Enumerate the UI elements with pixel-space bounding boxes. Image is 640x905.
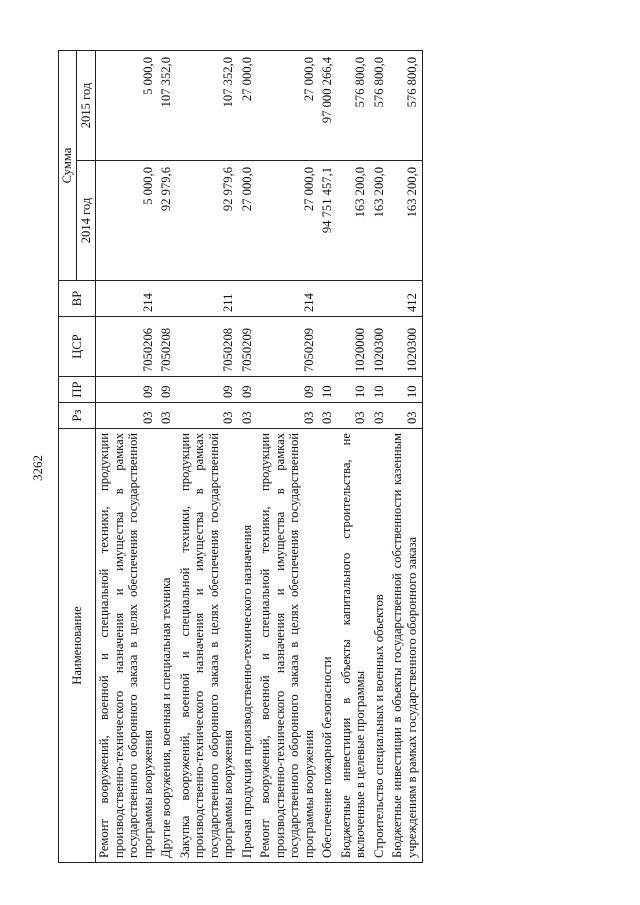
row-rz: 03: [319, 403, 338, 429]
header-vr: ВР: [59, 281, 96, 317]
row-rz: 03: [257, 403, 319, 429]
row-sum-2014: 163 200,0: [389, 161, 423, 281]
row-sum-2014: 27 000,0: [239, 161, 258, 281]
table-row: [371, 51, 390, 863]
header-year-2015: 2015 год: [76, 51, 96, 161]
row-vr: [239, 281, 258, 317]
row-pr: 09: [158, 377, 177, 403]
row-sum-2015: 576 800,0: [338, 51, 371, 161]
table-row: [96, 51, 159, 863]
row-vr: [371, 281, 390, 317]
table-row: [177, 51, 239, 863]
row-sum-2015: 27 000,0: [257, 51, 319, 161]
table-row: [239, 51, 258, 863]
row-pr: 10: [319, 377, 338, 403]
row-sum-2014: 163 200,0: [338, 161, 371, 281]
row-sum-2014: 94 751 457,1: [319, 161, 338, 281]
row-sum-2015: 97 000 266,4: [319, 51, 338, 161]
row-sum-2015: 576 800,0: [389, 51, 423, 161]
header-rz: Рз: [59, 403, 96, 429]
row-pr: 09: [177, 377, 239, 403]
row-sum-2015: 107 352,0: [158, 51, 177, 161]
row-name: Обеспечение пожарной безопасности: [319, 429, 338, 863]
row-rz: 03: [96, 403, 159, 429]
header-sum: Сумма: [59, 51, 77, 281]
row-vr: 214: [96, 281, 159, 317]
row-csr: 1020000: [338, 317, 371, 377]
row-pr: 09: [257, 377, 319, 403]
row-pr: 10: [371, 377, 390, 403]
row-name: Закупка вооружений, военной и специальной техники, продукции производственно-технического назначения и имущества в рамках государственного оборонного заказа в целях обеспечения государственной программы вооружения: [177, 429, 239, 863]
row-rz: 03: [338, 403, 371, 429]
row-csr: 7050209: [257, 317, 319, 377]
row-vr: 214: [257, 281, 319, 317]
row-csr: 7050206: [96, 317, 159, 377]
row-csr: 7050209: [239, 317, 258, 377]
row-csr: 7050208: [158, 317, 177, 377]
row-name: Прочая продукция производственно-технического назначения: [239, 429, 258, 863]
row-sum-2015: 27 000,0: [239, 51, 258, 161]
table-row: [158, 51, 177, 863]
row-rz: 03: [177, 403, 239, 429]
row-vr: [158, 281, 177, 317]
row-rz: 03: [158, 403, 177, 429]
row-sum-2015: 576 800,0: [371, 51, 390, 161]
table-row: [319, 51, 338, 863]
row-csr: 1020300: [389, 317, 423, 377]
row-sum-2014: 92 979,6: [177, 161, 239, 281]
row-name: Ремонт вооружений, военной и специальной техники, продукции производственно-технического назначения и имущества в рамках государственного оборонного заказа в целях обеспечения государственной программы вооружения: [257, 429, 319, 863]
row-vr: 211: [177, 281, 239, 317]
row-sum-2014: 92 979,6: [158, 161, 177, 281]
row-csr: [319, 317, 338, 377]
row-sum-2014: 163 200,0: [371, 161, 390, 281]
row-vr: [319, 281, 338, 317]
row-csr: 1020300: [371, 317, 390, 377]
row-rz: 03: [239, 403, 258, 429]
row-pr: 10: [389, 377, 423, 403]
table-row: [389, 51, 423, 863]
row-name: Другие вооружения, военная и специальная техника: [158, 429, 177, 863]
row-sum-2015: 5 000,0: [96, 51, 159, 161]
row-name: Ремонт вооружений, военной и специальной техники, продукции производственно-технического назначения и имущества в рамках государственного оборонного заказа в целях обеспечения государственной программы вооружения: [96, 429, 159, 863]
budget-table: [58, 50, 423, 863]
table-row: [338, 51, 371, 863]
page-number: 3262: [30, 455, 45, 481]
row-pr: 09: [96, 377, 159, 403]
header-csr: ЦСР: [59, 317, 96, 377]
row-vr: [338, 281, 371, 317]
row-name: Строительство специальных и военных объектов: [371, 429, 390, 863]
row-sum-2014: 5 000,0: [96, 161, 159, 281]
header-year-2014: 2014 год: [76, 161, 96, 281]
header-pr: ПР: [59, 377, 96, 403]
row-csr: 7050208: [177, 317, 239, 377]
row-sum-2015: 107 352,0: [177, 51, 239, 161]
row-pr: 10: [338, 377, 371, 403]
header-name: Наименование: [59, 429, 96, 863]
row-sum-2014: 27 000,0: [257, 161, 319, 281]
table-row: [257, 51, 319, 863]
row-vr: 412: [389, 281, 423, 317]
row-name: Бюджетные инвестиции в объекты государственной собственности казенным учреждениям в рамках государственного оборонного заказа: [389, 429, 423, 863]
row-name: Бюджетные инвестиции в объекты капитального строительства, не включенные в целевые программы: [338, 429, 371, 863]
row-rz: 03: [371, 403, 390, 429]
row-pr: 09: [239, 377, 258, 403]
row-rz: 03: [389, 403, 423, 429]
